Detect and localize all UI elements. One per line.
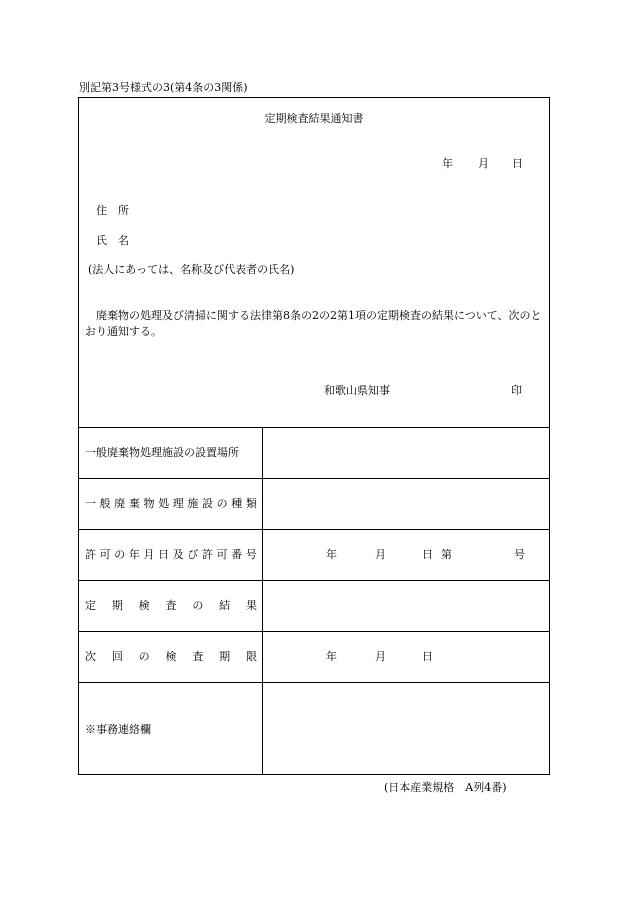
char: 果 bbox=[245, 599, 257, 612]
char: 回 bbox=[111, 650, 123, 663]
char: 日 bbox=[158, 548, 170, 561]
char: 検 bbox=[165, 650, 177, 663]
char: の bbox=[114, 548, 126, 561]
char: 号 bbox=[245, 548, 257, 561]
char: 年 bbox=[128, 548, 140, 561]
char: 許 bbox=[85, 548, 96, 561]
table-divider bbox=[79, 478, 549, 479]
char: 種 bbox=[231, 497, 243, 510]
char: 棄 bbox=[128, 497, 140, 510]
next-deadline-year: 年 bbox=[326, 650, 337, 663]
char: 処 bbox=[158, 497, 170, 510]
document-title: 定期検査結果通知書 bbox=[264, 112, 364, 125]
char: 定 bbox=[85, 599, 96, 612]
row-label-office-notes: ※事務連絡欄 bbox=[85, 723, 151, 736]
paper-size-note: (日本産業規格 A列4番) bbox=[384, 781, 507, 794]
char: の bbox=[138, 650, 150, 663]
form-number-label: 別記第3号様式の3(第4条の3関係) bbox=[79, 81, 248, 94]
next-deadline-day: 日 bbox=[422, 650, 433, 663]
permit-number-prefix: 第 bbox=[441, 548, 452, 561]
char: 許 bbox=[202, 548, 213, 561]
date-month: 月 bbox=[478, 157, 489, 170]
char: 結 bbox=[219, 599, 231, 612]
table-divider bbox=[79, 580, 549, 581]
char: 検 bbox=[138, 599, 150, 612]
char: 可 bbox=[99, 548, 111, 561]
char: 一 bbox=[85, 497, 96, 510]
char: 類 bbox=[245, 497, 257, 510]
table-divider bbox=[79, 529, 549, 530]
char: 設 bbox=[202, 497, 213, 510]
name-label: 氏 名 bbox=[96, 234, 129, 247]
char: 可 bbox=[216, 548, 228, 561]
char: 月 bbox=[143, 548, 155, 561]
table-divider bbox=[79, 427, 549, 428]
table-divider bbox=[79, 682, 549, 683]
char: の bbox=[192, 599, 204, 612]
char: 査 bbox=[165, 599, 177, 612]
permit-number-suffix: 号 bbox=[514, 548, 525, 561]
char: 廃 bbox=[114, 497, 126, 510]
row-label-inspection-result bbox=[85, 600, 257, 611]
notice-form bbox=[78, 97, 550, 775]
char: 般 bbox=[99, 497, 111, 510]
char: 次 bbox=[85, 650, 96, 663]
char: 期 bbox=[111, 599, 123, 612]
char: 物 bbox=[143, 497, 155, 510]
permit-month: 月 bbox=[375, 548, 386, 561]
issuer-name: 和歌山県知事 bbox=[324, 384, 390, 397]
permit-day: 日 bbox=[422, 548, 433, 561]
row-label-permit-date-number bbox=[85, 549, 257, 560]
row-label-facility-type bbox=[85, 498, 257, 509]
table-divider bbox=[79, 631, 549, 632]
date-day: 日 bbox=[512, 157, 523, 170]
char: 限 bbox=[245, 650, 257, 663]
row-label-facility-location: 一般廃棄物処理施設の設置場所 bbox=[85, 446, 239, 459]
row-label-next-inspection-deadline bbox=[85, 651, 257, 662]
char: の bbox=[216, 497, 228, 510]
notice-body-text: 廃棄物の処理及び清掃に関する法律第8条の2の2第1項の定期検査の結果について、次のとおり通知する。 bbox=[85, 309, 542, 338]
seal-mark: 印 bbox=[511, 384, 522, 397]
char: 査 bbox=[192, 650, 204, 663]
date-year: 年 bbox=[442, 157, 453, 170]
char: び bbox=[187, 548, 199, 561]
char: 理 bbox=[172, 497, 184, 510]
table-column-divider bbox=[262, 427, 263, 775]
next-deadline-month: 月 bbox=[375, 650, 386, 663]
corporate-note: (法人にあっては、名称及び代表者の氏名) bbox=[88, 263, 295, 276]
char: 施 bbox=[187, 497, 199, 510]
char: 及 bbox=[172, 548, 184, 561]
char: 期 bbox=[219, 650, 231, 663]
char: 番 bbox=[231, 548, 243, 561]
address-label: 住 所 bbox=[96, 204, 129, 217]
permit-year: 年 bbox=[326, 548, 337, 561]
